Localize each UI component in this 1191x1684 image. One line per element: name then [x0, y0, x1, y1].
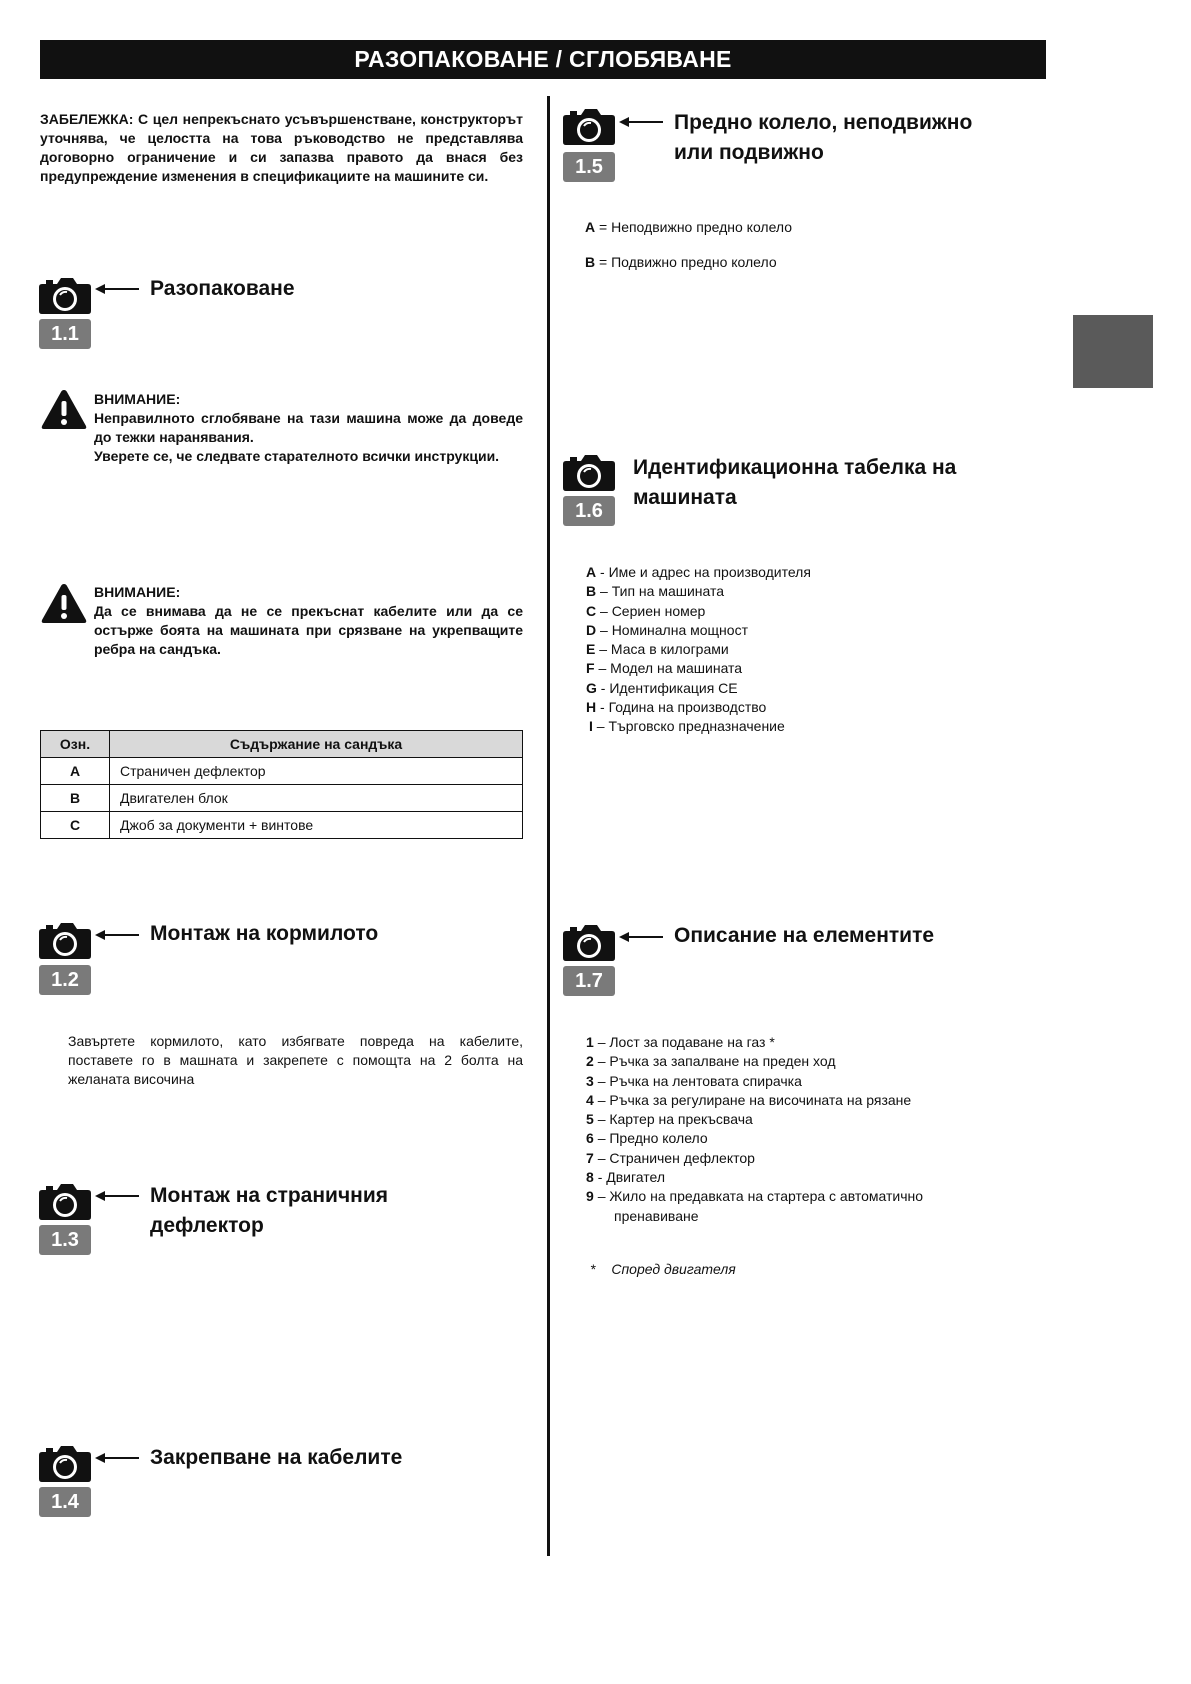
footnote — [590, 1261, 736, 1277]
front-wheel-list — [585, 218, 1005, 273]
arrow-left-icon — [95, 929, 139, 941]
camera-icon — [38, 920, 92, 960]
camera-icon — [562, 922, 616, 962]
section-title-line: Предно колело, неподвижно — [674, 111, 973, 134]
list-item — [586, 698, 1026, 717]
list-item-text: – Ръчка за регулиране на височината на рязане — [597, 1091, 912, 1108]
list-item — [586, 1129, 1006, 1148]
table-row — [41, 812, 523, 839]
warning-block-2 — [94, 583, 523, 659]
list-item-code: E — [586, 641, 596, 658]
list-item-text: - Име и адрес на производителя — [600, 564, 811, 580]
table-row — [41, 785, 523, 812]
list-item-code: 6 — [586, 1130, 594, 1147]
column-divider — [547, 96, 550, 1556]
warning-text: Да се внимава да не се прекъснат кабелите или да се остърже боята на машината при срязване на укрепващите ребра на сандъка. — [94, 603, 523, 657]
section-title-line: дефлектор — [150, 1214, 264, 1237]
warning-text: Неправилното сглобяване на тази машина може да доведе до тежки наранявания. — [94, 410, 523, 445]
table-cell-text: Джоб за документи + винтове — [110, 812, 523, 839]
warning-icon — [41, 582, 87, 624]
section-badge-1-7: 1.7 — [563, 966, 615, 996]
camera-icon — [562, 106, 616, 146]
list-item-code: B — [586, 583, 597, 600]
section-badge-1-3: 1.3 — [39, 1225, 91, 1255]
warning-icon — [41, 388, 87, 430]
section-badge-1-5: 1.5 — [563, 152, 615, 182]
list-item-text: – Тип на машината — [600, 583, 725, 600]
list-item-code: 3 — [586, 1072, 594, 1089]
list-item-code: 7 — [586, 1149, 594, 1166]
list-item — [586, 1110, 1006, 1129]
section-title-line: машината — [633, 486, 737, 509]
list-item-code: G — [586, 679, 597, 696]
arrow-left-icon — [619, 116, 663, 128]
warning-heading: ВНИМАНИЕ: — [94, 584, 181, 600]
list-item-text: – Лост за подаване на газ * — [597, 1034, 775, 1050]
warning-block-1 — [94, 390, 523, 466]
table-cell-code: B — [41, 785, 110, 812]
section-text-1-2: Завъртете кормилото, като избягвате повреда на кабелите, поставете го в машната и закрепете с помощта на 2 болта на желаната височина — [68, 1033, 523, 1087]
list-item-code: 9 — [586, 1188, 594, 1205]
section-badge-1-4: 1.4 — [39, 1487, 91, 1517]
list-item-text: = Подвижно предно колело — [599, 254, 777, 271]
list-item-code: 1 — [586, 1034, 594, 1050]
list-item — [585, 218, 1005, 237]
list-item-text: – Страничен дефлектор — [597, 1149, 755, 1166]
section-title-line: Идентификационна табелка на — [633, 456, 957, 479]
table-header-code: Озн. — [41, 731, 110, 758]
camera-icon — [38, 275, 92, 315]
arrow-left-icon — [619, 931, 663, 943]
arrow-left-icon — [95, 283, 139, 295]
table-cell-code: C — [41, 812, 110, 839]
list-item-text: – Жило на предавката на стартера с автоматично пренавиване — [597, 1188, 924, 1224]
list-item-code: B — [585, 254, 596, 271]
list-item-code: I — [589, 718, 593, 735]
list-item-code: F — [586, 660, 595, 677]
footnote-mark: * — [590, 1261, 596, 1277]
list-item — [586, 1033, 1006, 1052]
list-item-code: 4 — [586, 1091, 594, 1108]
list-item — [586, 602, 1026, 621]
list-item-text: – Ръчка на лентовата спирачка — [597, 1072, 802, 1089]
arrow-left-icon — [95, 1190, 139, 1202]
warning-heading: ВНИМАНИЕ: — [94, 391, 181, 407]
table-cell-text: Страничен дефлектор — [110, 758, 523, 785]
list-item — [586, 640, 1026, 659]
disclaimer-note: ЗАБЕЛЕЖКА: С цел непрекъснато усъвършенстване, конструкторът уточнява, че целостта на това ръководство не представлява договорно ограничение и си запазва правото да внася без предупреждение изменения в спецификациите на машините си. — [40, 111, 523, 184]
elements-list — [586, 1033, 1006, 1226]
list-item-text: - Идентификация CE — [600, 679, 738, 696]
section-title-1-3 — [150, 1181, 388, 1241]
chapter-tab — [1073, 315, 1153, 388]
warning-text: Уверете се, че следвате старателното всички инструкции. — [94, 448, 500, 464]
list-item — [586, 1168, 1006, 1187]
footnote-text: Според двигателя — [611, 1261, 736, 1277]
list-item — [586, 1091, 1006, 1110]
list-item — [586, 1187, 994, 1226]
section-title-1-4: Закрепване на кабелите — [150, 1446, 403, 1469]
list-item-code: C — [586, 602, 597, 619]
table-header-row — [41, 731, 523, 758]
id-plate-list — [586, 563, 1026, 737]
arrow-left-icon — [95, 1452, 139, 1464]
list-item-text: – Ръчка за запалване на преден ход — [597, 1053, 836, 1070]
list-item — [586, 1149, 1006, 1168]
list-item-code: 5 — [586, 1111, 594, 1128]
list-item-code: D — [586, 621, 597, 638]
section-title-1-1: Разопаковане — [150, 277, 295, 300]
page-title: РАЗОПАКОВАНЕ / СГЛОБЯВАНЕ — [40, 40, 1046, 79]
list-item — [585, 253, 1005, 272]
list-item-text: – Сериен номер — [600, 602, 706, 619]
list-item — [586, 621, 1026, 640]
camera-icon — [38, 1181, 92, 1221]
list-item — [586, 679, 1026, 698]
list-item-code: 2 — [586, 1053, 594, 1070]
section-title-1-5 — [674, 108, 972, 168]
list-item-code: A — [585, 219, 596, 235]
table-cell-text: Двигателен блок — [110, 785, 523, 812]
table-cell-code: A — [41, 758, 110, 785]
list-item-text: – Маса в килограми — [599, 641, 729, 658]
section-title-line: Монтаж на страничния — [150, 1184, 388, 1207]
section-title-1-7: Описание на елементите — [674, 924, 935, 947]
list-item-text: - Двигател — [597, 1169, 666, 1186]
section-badge-1-1: 1.1 — [39, 319, 91, 349]
list-item-text: – Търговско предназначение — [596, 718, 785, 735]
list-item-text: – Модел на машината — [598, 660, 743, 677]
camera-icon — [38, 1443, 92, 1483]
section-title-line: или подвижно — [674, 141, 824, 164]
section-badge-1-6: 1.6 — [563, 496, 615, 526]
table-header-contents: Съдържание на сандъка — [110, 731, 523, 758]
table-row — [41, 758, 523, 785]
list-item — [586, 563, 1026, 582]
list-item — [586, 1052, 1006, 1071]
list-item-code: 8 — [586, 1169, 594, 1186]
list-item — [586, 659, 1026, 678]
list-item-text: = Неподвижно предно колело — [599, 219, 793, 235]
list-item — [586, 1072, 1006, 1091]
list-item-text: – Номинална мощност — [600, 621, 748, 638]
section-title-1-6 — [633, 453, 956, 513]
list-item-text: – Картер на прекъсвача — [597, 1111, 753, 1128]
list-item-code: H — [586, 699, 597, 716]
crate-contents-table — [40, 730, 523, 839]
list-item-text: – Предно колело — [597, 1130, 708, 1147]
list-item — [586, 717, 1026, 736]
list-item-text: - Година на производство — [600, 699, 767, 716]
section-title-1-2: Монтаж на кормилото — [150, 922, 379, 945]
section-badge-1-2: 1.2 — [39, 965, 91, 995]
list-item-code: A — [586, 564, 597, 580]
list-item — [586, 582, 1026, 601]
camera-icon — [562, 452, 616, 492]
